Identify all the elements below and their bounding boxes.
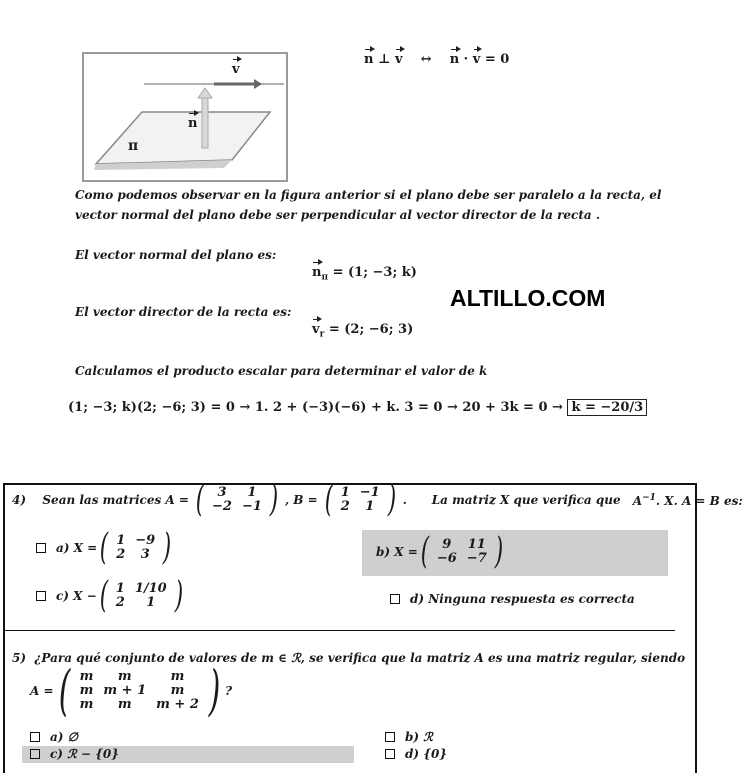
vector-n-arrow <box>202 96 208 148</box>
checkbox-icon[interactable] <box>36 591 46 601</box>
q5-matrix-line: A = ( m m m m m + 1 m m m m + 2 ) ? <box>30 659 232 722</box>
perpendicular-relation: n ⊥ v ↔ n · v = 0 <box>364 52 510 67</box>
q4-statement: 4) Sean las matrices A = ( 3 1 −2 −1 ) , B = ( 1 −1 2 1 ) . La matriz X que verifica que $A^{-1}$. X. A = B es: <box>12 479 743 520</box>
q5-matrix-a: ( m m m m m + 1 m m m m + 2 ) <box>58 659 221 722</box>
q4-matrix-a: ( 3 1 −2 −1 ) <box>195 479 279 520</box>
label-n: n <box>188 116 198 131</box>
checkbox-icon[interactable] <box>385 732 395 742</box>
q5-statement: 5) ¿Para qué conjunto de valores de m ∈ ℛ, se verifica que la matriz A es una matriz regular, siendo <box>12 651 686 665</box>
normal-equation: $n_\pi = (1$; −3; k) <box>312 265 417 283</box>
q4-matrix-b: ( 1 −1 2 1 ) <box>324 479 396 520</box>
para1-line2: vector normal del plano debe ser perpendicular al vector director de la recta . <box>75 208 601 222</box>
checkbox-icon[interactable] <box>30 732 40 742</box>
plane-shape <box>96 112 270 164</box>
plane-vector-diagram <box>84 54 286 180</box>
q4-option-b-matrix: ( 9 11 −6 −7 ) <box>420 531 503 572</box>
q4-option-a[interactable]: a) X = ( 1 −9 2 3 ) <box>36 530 174 566</box>
q5-option-b[interactable]: b) ℛ <box>385 730 433 744</box>
checkbox-icon[interactable] <box>385 749 395 759</box>
q5-option-a[interactable]: a) ∅ <box>30 730 78 744</box>
q5-option-d[interactable]: d) {0} <box>385 747 447 761</box>
watermark: ALTILLO.COM <box>450 285 606 311</box>
q4-option-c[interactable]: c) X − ( 1 1/10 2 1 ) <box>36 578 186 614</box>
plane-figure <box>82 52 288 182</box>
q4-option-a-matrix: ( 1 −9 2 3 ) <box>99 527 172 568</box>
director-label: El vector director de la recta es: <box>75 305 292 319</box>
label-pi: π <box>128 138 139 154</box>
q5-option-c[interactable]: c) ℛ − {0} <box>30 747 119 761</box>
checkbox-icon[interactable] <box>30 749 40 759</box>
calc-equation: (1; −3; k)(2; −6; 3) = 0 → 1. 2 + (−3)(−6) + k. 3 = 0 → 20 + 3k = 0 → k = −20/3 <box>68 400 647 415</box>
director-equation: $v_r = (2$; −6; 3) <box>312 322 414 340</box>
para1-line1: Como podemos observar en la figura anterior si el plano debe ser paralelo a la recta, el <box>75 188 662 202</box>
q4-option-d[interactable]: d) Ninguna respuesta es correcta <box>390 592 635 606</box>
q4-option-b[interactable]: b) X = ( 9 11 −6 −7 ) <box>376 534 506 570</box>
calc-result: k = −20/3 <box>567 399 647 416</box>
label-v: v <box>232 62 240 77</box>
question-divider <box>5 630 675 631</box>
normal-label: El vector normal del plano es: <box>75 248 277 262</box>
checkbox-icon[interactable] <box>390 594 400 604</box>
checkbox-icon[interactable] <box>36 543 46 553</box>
q4-option-c-matrix: ( 1 1/10 2 1 ) <box>99 575 183 616</box>
calc-label: Calculamos el producto escalar para determinar el valor de k <box>75 364 488 378</box>
